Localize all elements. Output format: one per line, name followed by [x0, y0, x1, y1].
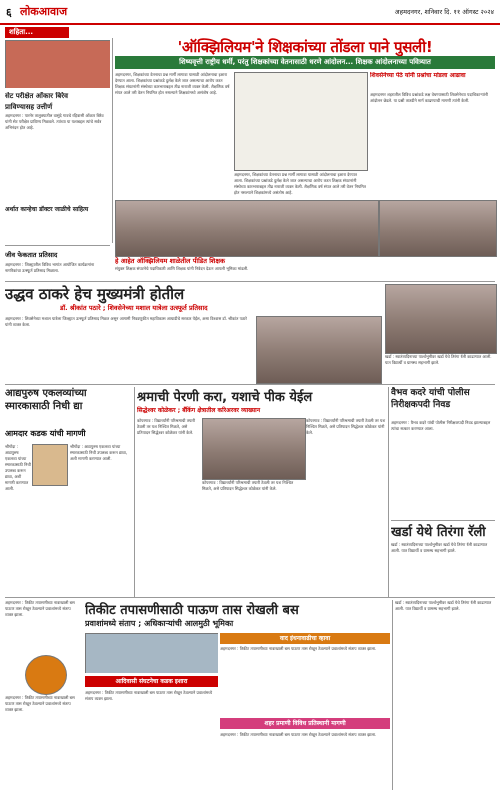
- memorial-top-rule: [5, 384, 495, 385]
- brand-logo: लोकआवाज: [20, 5, 68, 18]
- rally-top-rule: [391, 520, 495, 521]
- right-top-body: अहमदनगर शहरातील विविध प्रश्नांकडे लक्ष वेधण्यासाठी शिवसेनेच्या पदाधिकाऱ्यांनी आंदोलन छेडले. या प्रश्नी तातडीने मार्ग काढण्याची मागणी त्यांनी केली.: [370, 92, 488, 103]
- col-rule-1: [112, 38, 113, 243]
- group-photo: [115, 200, 379, 257]
- memorial-body-1: श्रीगोंदा : आद्यपुरुष एकलव्य यांच्या स्मारकासाठी निधी उपलब्ध करून द्यावा, अशी मागणी करण्यात आली.: [5, 444, 31, 491]
- dateline: अहमदनगर, शनिवार दि. ११ ऑगस्ट २०२४: [394, 8, 494, 16]
- mid-byline-wrap: [60, 303, 380, 313]
- left-bottom-body-2: अहमदनगर : तिकीट तपासणीच्या नावाखाली बस पाऊण तास रोखून ठेवल्याने प्रवाशांमध्ये संताप व्यक्त झाला.: [5, 695, 75, 712]
- left-top-body: अहमदनगर : पारनेर तालुक्यातील वासुंदे गावचे रहिवासी ओंकार बिरेव यांनी सेट परीक्षेत प्राविण्य मिळवले. त्यांच्या या यशाबद्दल त्यांचे सर्वत्र अभिनंदन होत आहे.: [5, 113, 104, 130]
- left-top-headline: सेट परीक्षेत ओंकार बिरेव: [5, 92, 69, 100]
- bottom-stripe-3: शहर प्रमाणी विविध प्रतिस्थानी मागणी: [220, 718, 390, 729]
- mid-body: अहमदनगर : शिवसेनेच्या मशाल यात्रेला जिल्ह्यात उत्स्फूर्त प्रतिसाद मिळत असून आगामी निवडणुकीत महाविकास आघाडीचे सरकार येईल, असा विश्वास डॉ. श्रीकांत पठारे यांनी व्यक्त केला.: [5, 316, 247, 327]
- success-body-2: कोपरगाव : विद्यार्थ्यांनी परिश्रमाची तयारी ठेवली तर यश निश्चित मिळते, असे प्रतिपादन सिद्धेश्वर कोळेकर यांनी केले.: [202, 480, 294, 491]
- mid-top-rule: [5, 281, 495, 282]
- success-byline: सिद्धेश्वर कोळेकर ; बँकिंग क्षेत्रातील करिअरवर व्याख्यान: [137, 407, 261, 414]
- bus-byline: प्रवाशांमध्ये संताप ; अधिकाऱ्यांची आलमुठी भूमिका: [85, 619, 234, 628]
- document-image: [234, 72, 368, 171]
- rally-headline-wrap: [391, 522, 495, 540]
- bus-photo: [85, 633, 218, 673]
- police-headline: वैभव कदरे यांची पोलीस निरीक्षकपदी निवड: [391, 388, 470, 410]
- success-headline-wrap: [137, 387, 387, 407]
- lead-body-2: अहमदनगर, शिक्षकांच्या वेतनाचा प्रश्न मार्गी लागावा यासाठी आंदोलनाचा इशारा देण्यात आला. शिक्षकांच्या प्रश्नांकडे दुर्लक्ष केले जात असल्याचा आरोप करत शिक्षक संघटनांनी संस्थेच्या कारभाराबद्दल तीव्र नाराजी व्यक्त केली. शैक्षणिक वर्ष संपत आले तरी वेतन नियमित होत नसल्याने शिक्षकांमध्ये असंतोष आहे.: [234, 172, 366, 195]
- masthead-rule: [0, 23, 500, 25]
- col-left-small-body: अहमदनगर : जिल्ह्यातील विविध भागांत आयोजित कार्यक्रमांना नागरिकांचा उत्स्फूर्त प्रतिसाद मिळाला.: [5, 262, 95, 273]
- mid-byline: डॉ. श्रीकांत पठारे ; शिवसेनेच्या मशाल यात्रेला उत्स्फूर्त प्रतिसाद: [60, 304, 208, 312]
- memorial-byline-wrap: [5, 428, 130, 439]
- bottom-stripe-1-body: अहमदनगर : तिकीट तपासणीच्या नावाखाली बस पाऊण तास रोखून ठेवल्याने प्रवाशांमध्ये संताप व्यक्त झाला.: [220, 646, 377, 651]
- right-bottom-body: खर्डा : स्वातंत्र्यदिनाच्या पार्श्वभूमीवर खर्डा येथे तिरंगा रॅली काढण्यात आली. यात विद्यार्थी व ग्रामस्थ सहभागी झाले.: [395, 600, 492, 611]
- memorial-headline-wrap: [5, 387, 130, 427]
- bottom-stripe-2: आदिवासी संघटनेचा कडक इशारा: [85, 676, 218, 687]
- portrait-photo: [32, 444, 68, 486]
- lead-body-1: अहमदनगर, शिक्षकांच्या वेतनाचा प्रश्न मार्गी लागावा यासाठी आंदोलनाचा इशारा देण्यात आला. शिक्षकांच्या प्रश्नांकडे दुर्लक्ष केले जात असल्याचा आरोप करत शिक्षक संघटनांनी संस्थेच्या कारभाराबद्दल तीव्र नाराजी व्यक्त केली. शैक्षणिक वर्ष संपत आले तरी वेतन नियमित होत नसल्याने शिक्षकांमध्ये असंतोष आहे.: [115, 72, 230, 95]
- col-rule-2: [134, 387, 135, 597]
- memorial-headline: आद्यपुरुष एकलव्यांच्या स्मारकासाठी निधी द्या: [5, 388, 87, 412]
- bus-byline-wrap: [85, 618, 405, 630]
- col-rule-3: [388, 387, 389, 597]
- rally-crowd-photo: [256, 316, 382, 384]
- col-rule-4: [392, 600, 393, 790]
- person-photo: [5, 40, 110, 88]
- right-top-headline: शिवसेनेच्या पेठे यांनी प्रश्नांचा मांडला आढावा: [370, 72, 466, 79]
- bus-headline: तिकीट तपासणीसाठी पाऊण तास रोखली बस: [85, 603, 299, 618]
- photo-caption-wrap: [115, 256, 495, 266]
- memorial-body-2: श्रीगोंदा : आद्यपुरुष एकलव्य यांच्या स्मारकासाठी निधी उपलब्ध करून द्यावा, अशी मागणी करण्यात आली.: [70, 444, 128, 461]
- group-photo-2: [379, 200, 497, 257]
- rally-headline: खर्डा येथे तिरंगा रॅली: [391, 525, 486, 540]
- rally-photo: [385, 284, 497, 354]
- left-top-headline2-wrap: [5, 205, 110, 215]
- bottom-top-rule: [5, 597, 495, 598]
- bus-photo-wrap: [85, 633, 218, 673]
- success-headline: श्रमाची पेरणी करा, यशाचे पीक येईल: [137, 390, 313, 405]
- mid-headline: उद्धव ठाकरे हेच मुख्यमंत्री होतील: [5, 285, 185, 303]
- left-top-subheadline: प्राविण्यासह उत्तीर्ण: [5, 103, 53, 111]
- lead-headline: 'ऑक्झिलियम'ने शिक्षकांच्या तोंडला पाने पुसली!: [177, 38, 433, 56]
- success-byline-wrap: [137, 406, 387, 416]
- section-tag: शहिता...: [5, 27, 69, 38]
- rally-photo-text: खर्डा : स्वातंत्र्यदिनाच्या पार्श्वभूमीवर खर्डा येथे तिरंगा रॅली काढण्यात आली. यात विद्यार्थी व ग्रामस्थ सहभागी झाले.: [385, 354, 492, 365]
- memorial-byline: आमदार कडक यांची मागणी: [5, 429, 86, 438]
- left-rule: [5, 245, 110, 246]
- organization-logo: [25, 655, 67, 695]
- success-body-3: कोपरगाव : विद्यार्थ्यांनी परिश्रमाची तयारी ठेवली तर यश निश्चित मिळते, असे प्रतिपादन सिद्धेश्वर कोळेकर यांनी केले.: [306, 418, 386, 435]
- left-photo-wrap: [5, 40, 110, 88]
- success-body-1: कोपरगाव : विद्यार्थ्यांनी परिश्रमाची तयारी ठेवली तर यश निश्चित मिळते, असे प्रतिपादन सिद्धेश्वर कोळेकर यांनी केले.: [137, 418, 196, 435]
- col-left-small-headline-wrap: [5, 250, 110, 262]
- col-left-small-headline: जीव फेकतात प्रतिसाद: [5, 251, 58, 259]
- photo-caption-body: संयुक्त शिक्षक संघटनेचे पदाधिकारी आणि शिक्षक यांनी निवेदन देऊन आपली भूमिका मांडली.: [115, 266, 249, 271]
- left-top-headline-wrap: [5, 92, 110, 112]
- police-headline-wrap: [391, 387, 495, 419]
- bus-headline-wrap: [85, 600, 405, 618]
- left-bottom-body-1: अहमदनगर : तिकीट तपासणीच्या नावाखाली बस पाऊण तास रोखून ठेवल्याने प्रवाशांमध्ये संताप व्यक्त झाला.: [5, 600, 75, 617]
- masthead: [0, 0, 500, 30]
- bottom-stripe-1: वाद इंधनावाढीचा व्हावा: [220, 633, 390, 644]
- lecture-photo: [202, 418, 306, 480]
- photo-caption-title: हे आहेत ऑक्झिलियम शाळेतील पीडित शिक्षक: [115, 257, 225, 265]
- police-body: अहमदनगर : वैभव कदरे यांची पोलीस निरीक्षकपदी निवड झाल्याबद्दल त्यांचा सत्कार करण्यात आला.: [391, 420, 491, 431]
- bottom-stripe-3-body: अहमदनगर : तिकीट तपासणीच्या नावाखाली बस पाऊण तास रोखून ठेवल्याने प्रवाशांमध्ये संताप व्यक्त झाला.: [220, 732, 377, 737]
- bus-body: अहमदनगर : तिकीट तपासणीच्या नावाखाली बस पाऊण तास रोखून ठेवल्याने प्रवाशांमध्ये संताप व्यक्त झाला.: [85, 690, 213, 701]
- lead-subheadline: शिष्यवृत्ती राष्ट्रीय धर्मी, परंतु शिक्षकांच्या वेतनासाठी धरणे आंदोलन... शिक्षक आंदोलनाच्या पवित्र्यात: [115, 56, 495, 69]
- page-number: ६: [6, 6, 12, 19]
- rally-body: खर्डा : स्वातंत्र्यदिनाच्या पार्श्वभूमीवर खर्डा येथे तिरंगा रॅली काढण्यात आली. यात विद्यार्थी व ग्रामस्थ सहभागी झाले.: [391, 542, 488, 553]
- left-top-headline2: अर्थात कान्हेचा डॉक्टर जाळीचे साहित्य: [5, 206, 89, 213]
- right-top-headline-wrap: [370, 72, 495, 90]
